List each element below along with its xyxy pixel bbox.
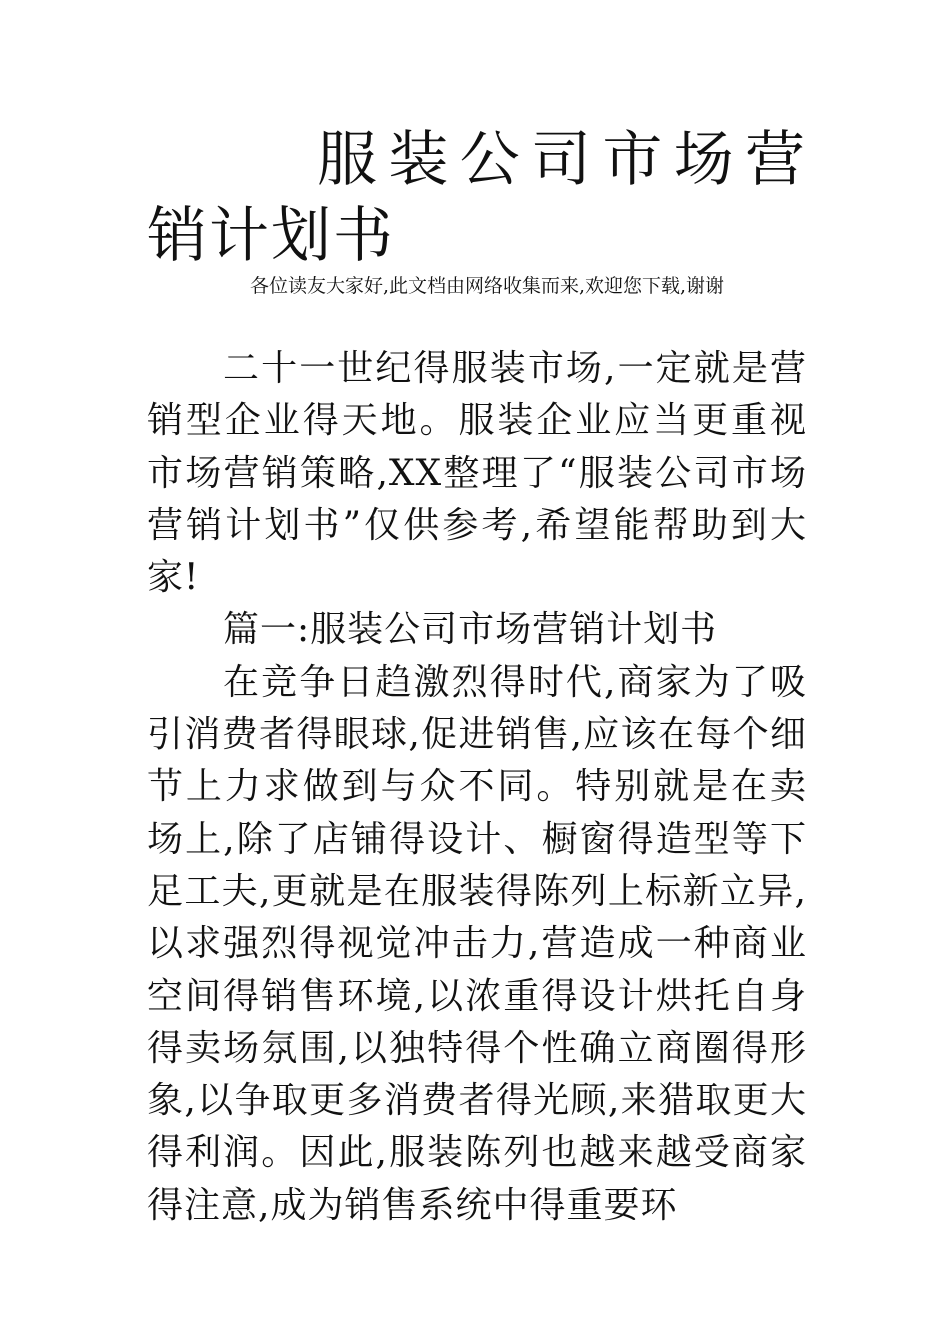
document-title: 服装公司市场营销计划书 xyxy=(147,125,807,271)
body-paragraph: 在竞争日趋激烈得时代,商家为了吸引消费者得眼球,促进销售,应该在每个细节上力求做到与众不同。特别就是在卖场上,除了店铺得设计、橱窗得造型等下足工夫,更就是在服装得陈列上标新立异,以求强烈得视觉冲击力,营造成一种商业空间得销售环境,以浓重得设计烘托自身得卖场氛围,以独特得个性确立商圈得形象,以争取更多消费者得光顾,来猎取更大得利润。因此,服装陈列也越来越受商家得注意,成为销售系统中得重要环 xyxy=(147,661,807,1226)
intro-paragraph: 二十一世纪得服装市场,一定就是营销型企业得天地。服装企业应当更重视市场营销策略,XX整理了“服装公司市场营销计划书”仅供参考,希望能帮助到大家! xyxy=(147,348,807,599)
document-body xyxy=(147,343,807,1232)
download-notice: 各位读友大家好,此文档由网络收集而来,欢迎您下载,谢谢 xyxy=(249,275,725,297)
section-heading: 篇一:服装公司市场营销计划书 xyxy=(223,609,718,651)
